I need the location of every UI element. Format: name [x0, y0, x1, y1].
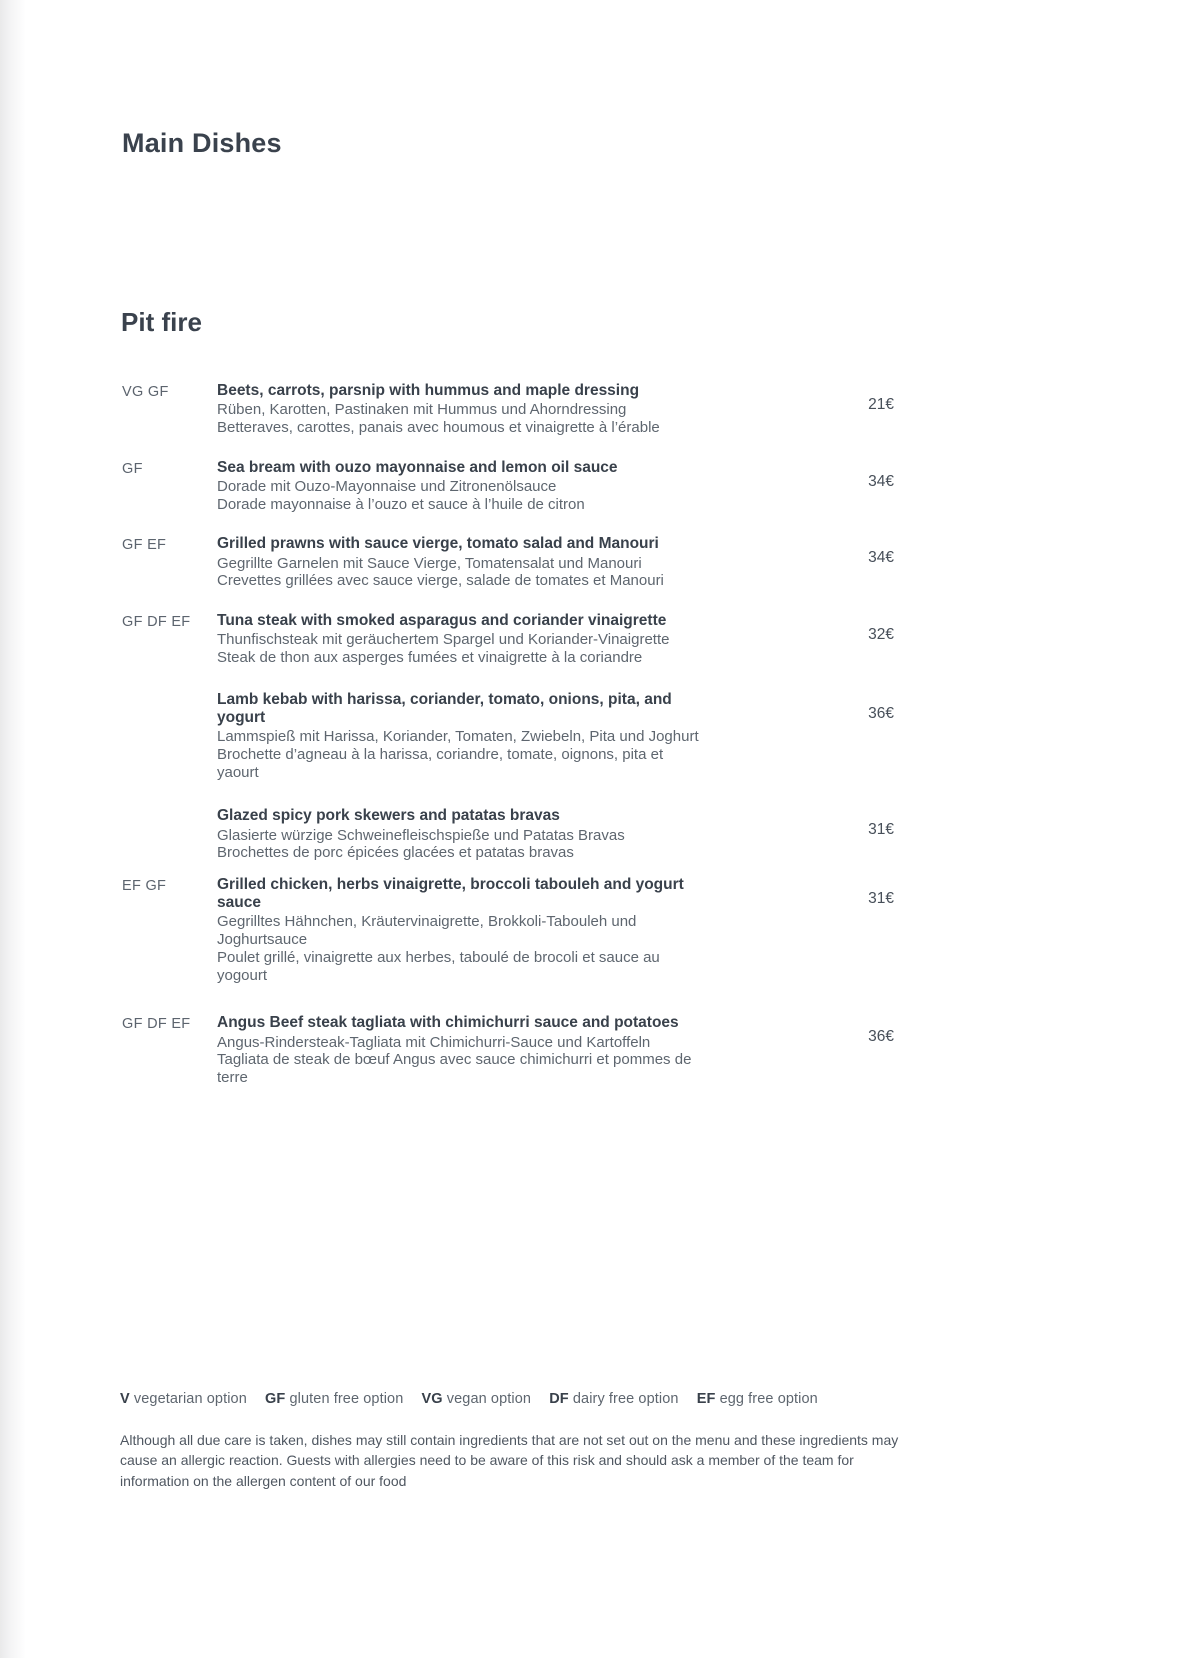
menu-item-name: Grilled prawns with sauce vierge, tomato salad and Manouri	[217, 535, 659, 553]
menu-item-name: Sea bream with ouzo mayonnaise and lemon oil sauce	[217, 458, 618, 476]
legend-code-gf: GF	[265, 1391, 286, 1407]
menu-item-name-fr: Tagliata de steak de bœuf Angus avec sauce chimichurri et pommes de terre	[217, 1051, 692, 1086]
menu-item	[0, 612, 1179, 667]
menu-item-name: Tuna steak with smoked asparagus and coriander vinaigrette	[217, 611, 667, 629]
menu-item-name-fr: Poulet grillé, vinaigrette aux herbes, taboulé de brocoli et sauce au yogourt	[217, 948, 660, 984]
menu-item-body	[217, 1014, 707, 1086]
menu-item-price: 21€	[868, 396, 894, 413]
menu-item-body	[217, 807, 707, 862]
dietary-tags: GF DF EF	[122, 1016, 191, 1033]
section-title: Pit fire	[121, 307, 202, 337]
menu-item-price: 32€	[868, 625, 894, 643]
legend-code-ef: EF	[696, 1391, 716, 1407]
menu-item-name: Grilled chicken, herbs vinaigrette, broccoli tabouleh and yogurt sauce	[217, 875, 684, 912]
menu-item-name-de: Thunfischsteak mit geräuchertem Spargel und Koriander-Vinaigrette	[217, 631, 670, 649]
menu-item-name-fr: Betteraves, carottes, panais avec houmous et vinaigrette à l’érable	[217, 418, 660, 436]
menu-item-price: 34€	[868, 472, 894, 490]
menu-item-list	[0, 382, 1179, 1101]
dietary-tags: GF	[122, 460, 143, 477]
menu-item-body	[217, 876, 707, 984]
menu-item-name-de: Gegrilltes Hähnchen, Kräutervinaigrette, Brokkoli-Tabouleh und Joghurtsauce	[217, 913, 637, 949]
menu-item-name-de: Rüben, Karotten, Pastinaken mit Hummus und Ahorndressing	[217, 401, 627, 419]
menu-item-body	[217, 612, 707, 667]
legend-text-v: vegetarian option	[133, 1391, 247, 1407]
menu-item-name-de: Angus-Rindersteak-Tagliata mit Chimichurri-Sauce und Kartoffeln	[217, 1033, 651, 1051]
menu-item	[0, 691, 1179, 782]
menu-item-name: Glazed spicy pork skewers and patatas bravas	[217, 807, 560, 825]
menu-item-name-fr: Brochettes de porc épicées glacées et patatas bravas	[217, 844, 574, 862]
menu-item-name-fr: Crevettes grillées avec sauce vierge, salade de tomates et Manouri	[217, 572, 664, 590]
menu-item-name-de: Glasierte würzige Schweinefleischspieße und Patatas Bravas	[217, 826, 625, 844]
dietary-tags: EF GF	[122, 877, 167, 894]
menu-item-price: 31€	[868, 889, 894, 907]
menu-item-price: 36€	[868, 1028, 894, 1046]
menu-item-body	[217, 535, 707, 590]
menu-item-name: Beets, carrots, parsnip with hummus and maple dressing	[217, 382, 640, 399]
menu-item-name: Angus Beef steak tagliata with chimichurri sauce and potatoes	[217, 1014, 679, 1032]
menu-item-name-de: Lammspieß mit Harissa, Koriander, Tomaten, Zwiebeln, Pita und Joghurt	[217, 728, 699, 746]
menu-item	[0, 382, 1179, 437]
menu-item-name-de: Gegrillte Garnelen mit Sauce Vierge, Tomatensalat und Manouri	[217, 554, 642, 572]
menu-item-price: 31€	[868, 821, 894, 839]
menu-item-body	[217, 459, 707, 514]
menu-item-name: Lamb kebab with harissa, coriander, tomato, onions, pita, and yogurt	[217, 690, 672, 726]
allergen-legend	[120, 1391, 1060, 1407]
menu-item	[0, 876, 1179, 984]
allergen-disclaimer: Although all due care is taken, dishes may still contain ingredients that are not set out on the menu and these ingredients may cause an allergic reaction. Guests with allergies need to be aware of this risk and should ask a member of the team for information on the allergen content of our food	[120, 1432, 899, 1489]
dietary-tags: GF EF	[122, 537, 167, 554]
menu-item-name-fr: Steak de thon aux asperges fumées et vinaigrette à la coriandre	[217, 648, 643, 666]
menu-item	[0, 535, 1179, 590]
page-title: Main Dishes	[122, 128, 282, 158]
legend-text-gf: gluten free option	[289, 1391, 404, 1407]
menu-item-price: 36€	[868, 704, 894, 722]
legend-text-ef: egg free option	[719, 1391, 818, 1407]
legend-code-df: DF	[549, 1391, 569, 1407]
legend-text-df: dairy free option	[572, 1391, 679, 1407]
dietary-tags: VG GF	[122, 384, 169, 400]
legend-code-vg: VG	[421, 1391, 443, 1407]
dietary-tags: GF DF EF	[122, 613, 191, 630]
menu-item-name-fr: Brochette d’agneau à la harissa, coriandre, tomate, oignons, pita et yaourt	[217, 745, 664, 781]
menu-item	[0, 807, 1179, 862]
legend-text-vg: vegan option	[446, 1391, 532, 1407]
menu-item-price: 34€	[868, 549, 894, 567]
menu-item-body	[217, 382, 707, 437]
menu-item	[0, 459, 1179, 514]
legend-code-v: V	[120, 1391, 130, 1407]
menu-item-body	[217, 691, 707, 782]
menu-item-name-de: Dorade mit Ouzo-Mayonnaise und Zitronenölsauce	[217, 477, 557, 495]
menu-item-name-fr: Dorade mayonnaise à l’ouzo et sauce à l’huile de citron	[217, 495, 585, 513]
menu-item	[0, 1014, 1179, 1086]
